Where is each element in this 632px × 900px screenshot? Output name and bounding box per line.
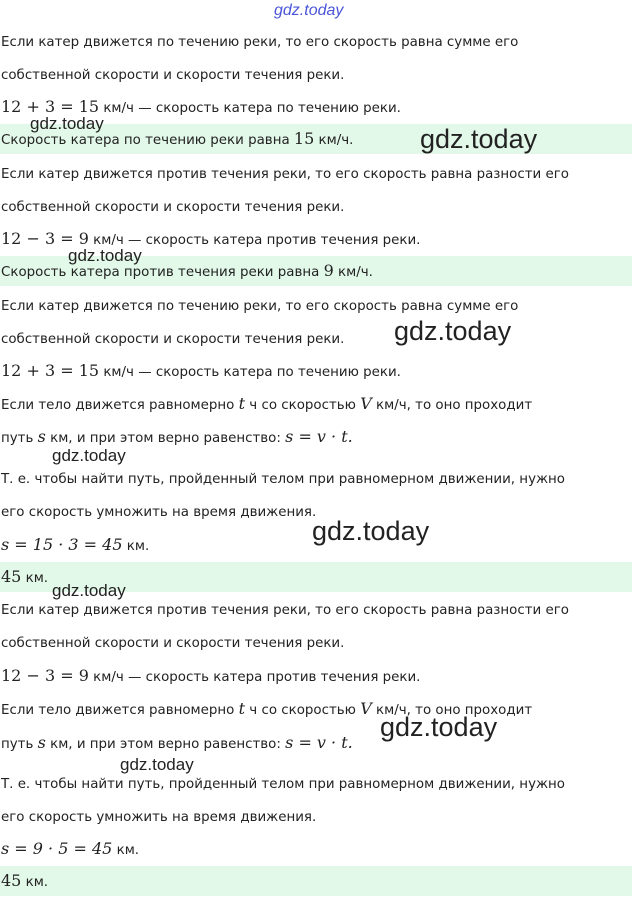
answer-highlight: 45 км. (0, 562, 632, 592)
answer-highlight: Скорость катера по течению реки равна 15 км/ч. (0, 124, 632, 154)
text-line: Если тело движется равномерно t ч со скоростью V км/ч, то оно проходит (1, 699, 533, 718)
math-line: 12 − 3 = 9 км/ч — скорость катера против течения реки. (1, 666, 421, 685)
text-line: Если катер движется по течению реки, то его скорость равна сумме его (1, 299, 519, 314)
answer-highlight: Скорость катера против течения реки равна 9 км/ч. (0, 256, 632, 286)
watermark: gdz.today (30, 114, 104, 133)
watermark-top: gdz.today (274, 2, 344, 19)
watermark: gdz.today (380, 712, 498, 742)
answer-highlight: 45 км. (0, 866, 632, 896)
text-line: собственной скорости и скорости течения реки. (1, 636, 345, 651)
math-line: 12 + 3 = 15 км/ч — скорость катера по течению реки. (1, 361, 401, 380)
math-line: 12 − 3 = 9 км/ч — скорость катера против течения реки. (1, 229, 421, 248)
text-line: Если катер движется против течения реки, то его скорость равна разности его (1, 603, 569, 618)
watermark: gdz.today (120, 755, 194, 774)
text-line: собственной скорости и скорости течения реки. (1, 200, 345, 215)
watermark: gdz.today (420, 124, 538, 154)
text-line: Если катер движется по течению реки, то его скорость равна сумме его (1, 35, 519, 50)
watermark: gdz.today (394, 316, 512, 346)
math-line: s = 9 · 5 = 45 км. (1, 839, 140, 858)
text-line: путь s км, и при этом верно равенство: s = v · t. (1, 427, 353, 446)
text-line: Если катер движется против течения реки, то его скорость равна разности его (1, 167, 569, 182)
text-line: его скорость умножить на время движения. (1, 810, 317, 825)
text-line: Т. е. чтобы найти путь, пройденный телом при равномерном движении, нужно (1, 777, 566, 792)
math-line: 12 + 3 = 15 км/ч — скорость катера по течению реки. (1, 97, 401, 116)
watermark: gdz.today (52, 581, 126, 600)
text-line: Если тело движется равномерно t ч со скоростью V км/ч, то оно проходит (1, 394, 533, 413)
text-line: путь s км, и при этом верно равенство: s = v · t. (1, 733, 353, 752)
math-line: s = 15 · 3 = 45 км. (1, 535, 150, 554)
text-line: его скорость умножить на время движения. (1, 505, 317, 520)
text-line: Т. е. чтобы найти путь, пройденный телом при равномерном движении, нужно (1, 472, 566, 487)
text-line: собственной скорости и скорости течения реки. (1, 68, 345, 83)
watermark: gdz.today (52, 446, 126, 465)
watermark: gdz.today (68, 246, 142, 265)
text-line: собственной скорости и скорости течения реки. (1, 332, 345, 347)
watermark: gdz.today (312, 516, 430, 546)
